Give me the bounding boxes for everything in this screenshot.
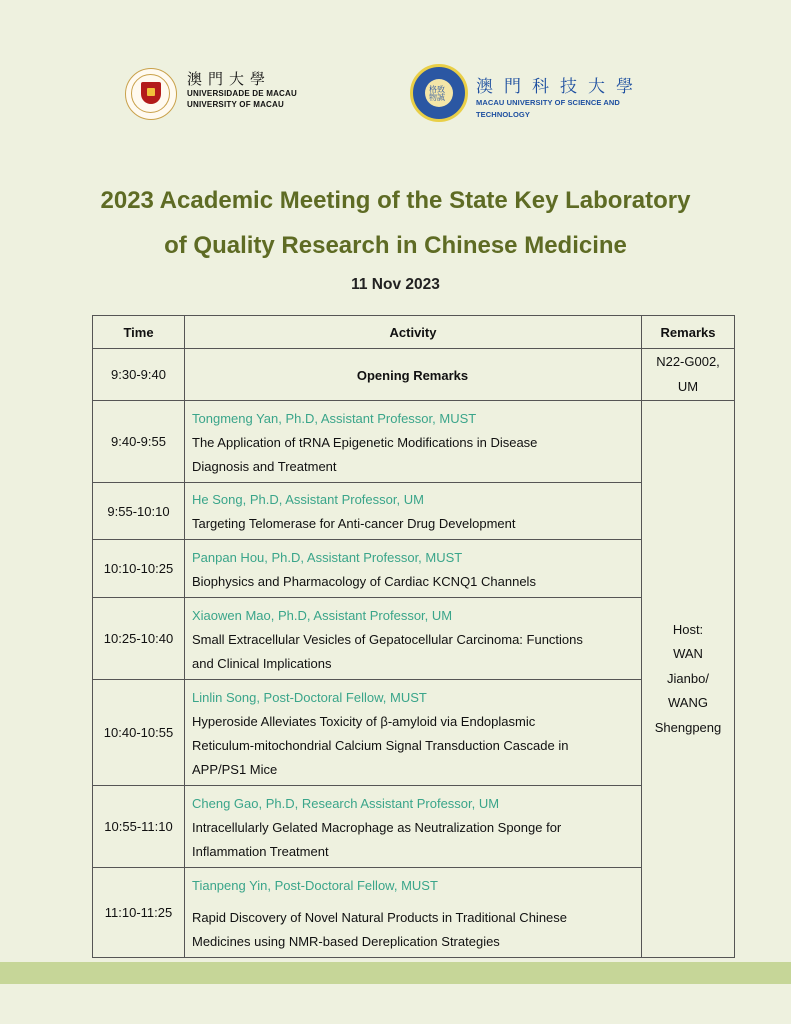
activity-cell (185, 680, 642, 786)
talk-topic-line: Targeting Telomerase for Anti-cancer Drug Development (192, 516, 516, 531)
header-remarks: Remarks (642, 316, 735, 349)
speaker-name: Tianpeng Yin, Post-Doctoral Fellow, MUST (192, 877, 438, 893)
venue-line-2: UM (677, 378, 699, 394)
host-line: WAN (673, 646, 703, 662)
um-english-name: UNIVERSITY OF MACAU (187, 100, 284, 109)
title-line-2: of Quality Research in Chinese Medicine (164, 232, 627, 259)
um-seal-icon (125, 68, 177, 120)
table-row-opening (93, 349, 735, 401)
table-row (93, 786, 735, 868)
time-cell: 11:10-11:25 (93, 868, 185, 958)
speaker-name: Tongmeng Yan, Ph.D, Assistant Professor, MUST (192, 410, 477, 426)
time-cell: 10:40-10:55 (93, 680, 185, 786)
header-time: Time (93, 316, 185, 349)
table-row (93, 401, 735, 483)
title-line-1: 2023 Academic Meeting of the State Key Laboratory (100, 187, 691, 214)
schedule-table (92, 315, 735, 958)
um-chinese-name: 澳門大學 (187, 70, 272, 88)
speaker-name: Xiaowen Mao, Ph.D, Assistant Professor, UM (192, 607, 453, 623)
table-row (93, 598, 735, 680)
host-remark (642, 401, 735, 958)
um-wordmark (187, 71, 297, 110)
time-cell: 10:10-10:25 (93, 540, 185, 598)
speaker-name: Linlin Song, Post-Doctoral Fellow, MUST (192, 689, 427, 705)
talk-topic-line: Medicines using NMR-based Dereplication Strategies (192, 933, 500, 949)
activity-cell (185, 483, 642, 540)
speaker-name: He Song, Ph.D, Assistant Professor, UM (192, 492, 424, 507)
um-portuguese-name: UNIVERSIDADE DE MACAU (187, 89, 297, 98)
talk-topic-line: The Application of tRNA Epigenetic Modifications in Disease (192, 434, 538, 450)
must-english-name: MACAU UNIVERSITY OF SCIENCE AND TECHNOLOGY (476, 98, 620, 119)
university-of-macau-logo (125, 68, 305, 122)
host-line: Host: (672, 621, 704, 637)
table-row (93, 868, 735, 958)
footer-band (0, 962, 791, 984)
page-title (40, 178, 751, 268)
talk-topic-line: APP/PS1 Mice (192, 761, 278, 777)
activity-cell (185, 401, 642, 483)
activity-cell (185, 598, 642, 680)
speaker-name: Cheng Gao, Ph.D, Research Assistant Professor, UM (192, 795, 500, 811)
table-row (93, 540, 735, 598)
host-line: WANG (668, 695, 708, 711)
talk-topic-line: Small Extracellular Vesicles of Gepatocellular Carcinoma: Functions (192, 631, 583, 647)
activity-cell (185, 540, 642, 598)
must-wordmark (476, 77, 670, 121)
time-cell: 9:30-9:40 (93, 349, 185, 401)
header-activity: Activity (185, 316, 642, 349)
time-cell: 10:55-11:10 (93, 786, 185, 868)
time-cell: 9:40-9:55 (93, 401, 185, 483)
host-line: Jianbo/ (667, 670, 709, 686)
must-chinese-name: 澳門科技大學 (476, 77, 644, 97)
activity-cell (185, 786, 642, 868)
talk-topic-line: Biophysics and Pharmacology of Cardiac KCNQ1 Channels (192, 573, 536, 589)
activity-cell (185, 868, 642, 958)
talk-topic-line: Intracellularly Gelated Macrophage as Neutralization Sponge for (192, 819, 562, 835)
talk-topic-line: Rapid Discovery of Novel Natural Products in Traditional Chinese (192, 909, 568, 925)
table-row (93, 483, 735, 540)
talk-topic-line: Reticulum-mitochondrial Calcium Signal Transduction Cascade in (192, 737, 569, 753)
venue-remark (642, 349, 735, 401)
talk-topic-line: and Clinical Implications (192, 655, 332, 671)
table-row (93, 680, 735, 786)
must-seal-icon: 格致 物誠 (410, 64, 468, 122)
table-header-row (93, 316, 735, 349)
time-cell: 10:25-10:40 (93, 598, 185, 680)
talk-topic-line: Diagnosis and Treatment (192, 458, 337, 474)
venue-line-1: N22-G002, (656, 354, 720, 369)
meeting-date: 11 Nov 2023 (351, 276, 440, 293)
host-line: Shengpeng (654, 719, 722, 735)
talk-topic-line: Inflammation Treatment (192, 843, 329, 859)
opening-remarks: Opening Remarks (185, 349, 642, 401)
time-cell: 9:55-10:10 (93, 483, 185, 540)
speaker-name: Panpan Hou, Ph.D, Assistant Professor, MUST (192, 549, 463, 565)
talk-topic-line: Hyperoside Alleviates Toxicity of β-amyloid via Endoplasmic (192, 713, 536, 729)
must-logo (410, 64, 670, 126)
